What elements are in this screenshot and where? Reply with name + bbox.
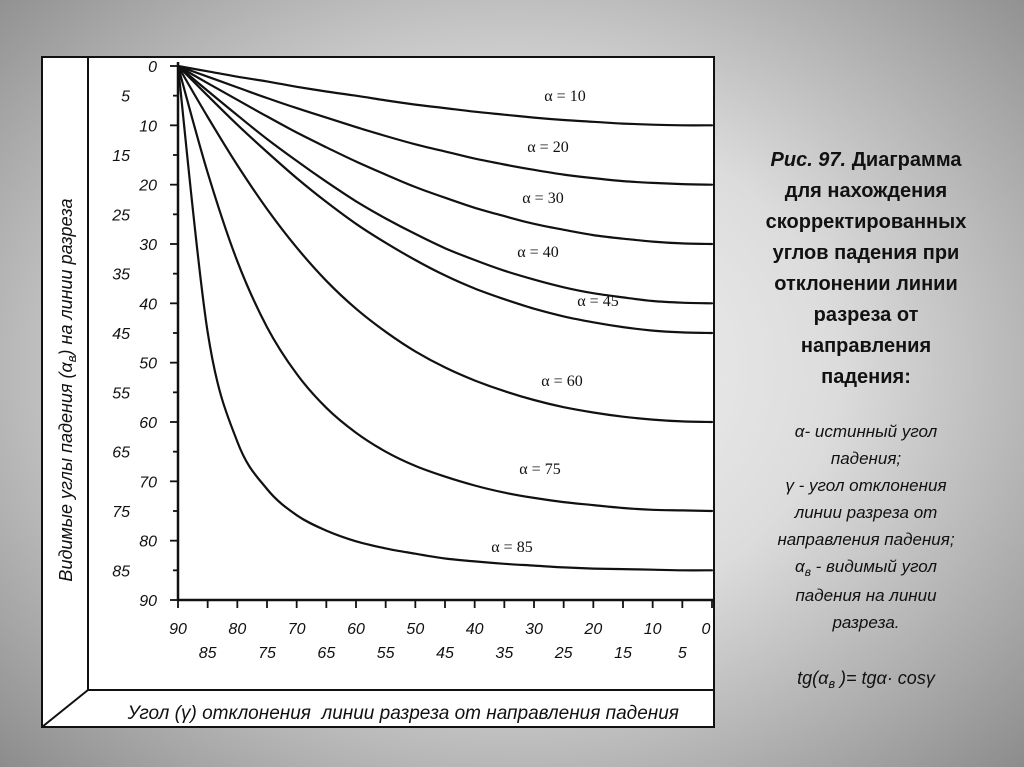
caption-line: для нахождения xyxy=(784,180,948,202)
y-tick-label: 90 xyxy=(139,593,157,610)
subscript-v: в xyxy=(804,564,811,579)
legend-line: линии разреза от xyxy=(794,503,938,522)
gamma-symbol: γ xyxy=(925,668,935,688)
x-tick-label: 50 xyxy=(406,621,425,638)
curve-label-alpha-85 xyxy=(491,539,532,556)
alpha-symbol: α xyxy=(876,668,887,688)
alpha-symbol: α xyxy=(577,293,586,310)
formula xyxy=(736,666,996,692)
x-tick-label: 60 xyxy=(347,621,365,638)
curve-label-value: 75 xyxy=(544,461,561,478)
x-tick-label: 0 xyxy=(701,621,711,638)
alpha-symbol: α xyxy=(795,557,805,576)
curve-label-value: 10 xyxy=(569,88,586,105)
y-axis-title xyxy=(56,183,79,606)
y-tick-label: 20 xyxy=(139,177,157,195)
legend-line: падения на линии xyxy=(795,586,937,605)
y-tick-label: 55 xyxy=(112,385,130,403)
x-tick-label: 80 xyxy=(228,621,247,638)
alpha-symbol: α xyxy=(56,362,76,373)
legend-text: - угол отклонения xyxy=(793,476,947,495)
y-axis-title-suffix: ) на линии разреза xyxy=(56,198,76,356)
caption-line: углов падения при xyxy=(772,242,960,264)
legend-text: - истинный угол xyxy=(804,422,938,441)
frame-outer xyxy=(42,57,714,727)
x-tick-label: 45 xyxy=(436,645,454,662)
alpha-symbol: α xyxy=(818,668,829,688)
curve-label-value: 45 xyxy=(602,293,619,310)
diagram-frame xyxy=(42,57,714,727)
legend-line xyxy=(736,553,996,582)
figure-caption xyxy=(736,145,996,393)
y-tick-label: 65 xyxy=(112,444,130,462)
alpha-symbol: α xyxy=(522,190,531,207)
curve-label-separator: = xyxy=(552,88,570,105)
y-tick-label: 70 xyxy=(139,474,157,492)
x-tick-label: 75 xyxy=(258,645,276,662)
curve-label-value: 60 xyxy=(566,373,583,390)
legend-line: направления падения; xyxy=(777,530,955,549)
curve-label-alpha-75 xyxy=(519,461,560,478)
alpha-symbol: α xyxy=(541,373,550,390)
x-axis-title-prefix: Угол ( xyxy=(127,703,181,724)
caption-line xyxy=(736,145,996,176)
alpha-symbol: α xyxy=(519,461,528,478)
figure-number: Рис. 97. xyxy=(770,149,847,171)
x-tick-label: 10 xyxy=(643,621,662,638)
legend-line xyxy=(736,472,996,499)
x-tick-label: 65 xyxy=(317,645,336,662)
caption-line: падения: xyxy=(821,366,911,388)
subscript-v: в xyxy=(828,676,836,691)
gamma-symbol: γ xyxy=(180,703,191,724)
curve-label-separator: = xyxy=(549,373,567,390)
x-tick-label: 55 xyxy=(376,645,395,662)
y-tick-label: 40 xyxy=(139,296,157,314)
legend-line xyxy=(736,418,996,445)
y-tick-label: 50 xyxy=(139,355,157,373)
curve-label-value: 20 xyxy=(552,139,569,156)
curve-label-value: 30 xyxy=(547,190,564,207)
y-tick-label: 75 xyxy=(112,504,130,521)
y-tick-label: 5 xyxy=(121,88,130,106)
curve-label-alpha-40 xyxy=(517,244,558,261)
caption-line: отклонении линии xyxy=(774,273,958,295)
caption-word: Диаграмма xyxy=(851,149,962,171)
y-axis-title-prefix: Видимые углы падения ( xyxy=(56,372,76,582)
alpha-symbol: α xyxy=(527,139,536,156)
caption-line: разреза от xyxy=(813,304,919,326)
caption-line: скорректированных xyxy=(765,211,967,233)
symbol-legend xyxy=(736,418,996,636)
gamma-symbol: γ xyxy=(785,476,794,495)
y-tick-label: 15 xyxy=(112,148,130,165)
formula-part: )= tg xyxy=(835,668,877,688)
y-tick-label: 80 xyxy=(139,533,157,551)
y-tick-label: 0 xyxy=(148,59,157,76)
caption-line: направления xyxy=(800,335,932,357)
x-tick-label: 40 xyxy=(465,621,484,638)
y-tick-label: 25 xyxy=(112,207,130,225)
curve-label-separator: = xyxy=(499,539,517,556)
x-tick-label: 15 xyxy=(614,645,632,662)
alpha-symbol: α xyxy=(544,88,553,105)
x-tick-label: 5 xyxy=(677,645,687,662)
curve-label-separator: = xyxy=(527,461,545,478)
x-tick-label: 85 xyxy=(198,645,217,662)
x-tick-label: 30 xyxy=(525,621,543,638)
formula-part: · cos xyxy=(886,668,926,688)
legend-text: - видимый угол xyxy=(810,557,937,576)
curve-label-separator: = xyxy=(525,244,543,261)
curve-label-alpha-30 xyxy=(522,190,563,207)
curve-label-separator: = xyxy=(585,293,603,310)
x-axis-title xyxy=(101,703,695,724)
y-tick-label: 45 xyxy=(112,326,130,343)
y-tick-label: 35 xyxy=(112,266,130,284)
y-tick-label: 10 xyxy=(139,118,157,136)
curve-label-alpha-10 xyxy=(544,88,585,105)
curve-label-separator: = xyxy=(535,139,553,156)
x-tick-label: 90 xyxy=(169,621,187,638)
x-axis-title-suffix: ) отклонения линии разреза от направления падения xyxy=(190,703,679,724)
x-tick-label: 20 xyxy=(584,621,603,638)
curve-label-separator: = xyxy=(530,190,548,207)
x-tick-label: 35 xyxy=(495,645,514,662)
curve-label-alpha-45 xyxy=(577,293,618,310)
formula-part: tg( xyxy=(797,668,819,688)
subscript-v: в xyxy=(64,355,79,363)
alpha-symbol: α xyxy=(491,539,500,556)
curve-label-alpha-20 xyxy=(527,139,568,156)
x-tick-label: 70 xyxy=(287,621,306,638)
x-tick-label: 25 xyxy=(554,645,573,662)
alpha-symbol: α xyxy=(794,422,805,441)
alpha-symbol: α xyxy=(517,244,526,261)
curve-label-value: 85 xyxy=(516,539,533,556)
curve-label-value: 40 xyxy=(542,244,559,261)
y-tick-label: 30 xyxy=(139,237,157,254)
y-tick-label: 85 xyxy=(112,563,130,581)
y-tick-label: 60 xyxy=(139,415,157,432)
legend-line: падения; xyxy=(830,449,902,468)
curve-label-alpha-60 xyxy=(541,373,582,390)
legend-line: разреза. xyxy=(832,613,900,632)
